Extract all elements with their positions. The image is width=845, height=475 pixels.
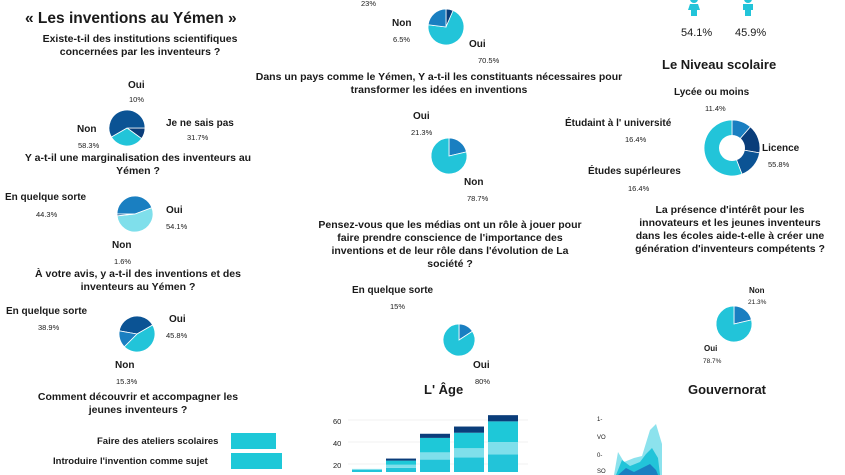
age-bar-2-seg-2 <box>420 438 450 452</box>
q1-pie <box>109 110 145 146</box>
q1-pct-oui: 10% <box>129 95 145 104</box>
age-bar-1-seg-2 <box>386 461 416 465</box>
q5-pct-oui: 70.5% <box>478 56 500 65</box>
q6-label-oui: Oui <box>413 111 430 122</box>
q8-label-oui: Oui <box>704 344 718 353</box>
age-bar-4-seg-2 <box>488 421 518 442</box>
q2-label-oui: Oui <box>166 205 183 216</box>
q3-label-eqs: En quelque sorte <box>6 306 88 317</box>
q2-question: Y a-t-il une marginalisation des inventeurs au Yémen ? <box>24 152 252 177</box>
age-bar-1-seg-3 <box>386 459 416 461</box>
age-bar-1-seg-1 <box>386 465 416 468</box>
q6-question: Dans un pays comme le Yémen, Y a-t-il les constituants nécessaires pour transformer les idées en inventions <box>255 71 623 96</box>
q5-pie <box>428 9 464 45</box>
q8-pie <box>716 306 752 342</box>
q1-pct-non: 58.3% <box>78 141 100 150</box>
gov-tick-2: VO <box>597 435 606 441</box>
age-bar-3-seg-2 <box>454 433 484 449</box>
age-bar-4-seg-0 <box>488 454 518 472</box>
q6-pct-oui: 21.3% <box>411 128 433 137</box>
q2-pct-non: 1.6% <box>114 257 132 266</box>
edu-pct-lycee: 11.4% <box>705 104 726 113</box>
q3-label-oui: Oui <box>169 314 186 325</box>
q5-slice-2 <box>428 9 446 27</box>
q1-label-non: Non <box>77 124 97 135</box>
q3-label-non: Non <box>115 360 135 371</box>
age-bar-4-seg-3 <box>488 415 518 421</box>
q3-pie <box>119 316 155 352</box>
q6-pie <box>431 138 467 174</box>
page-title: « Les inventions au Yémen » <box>25 10 237 27</box>
q8-label-non: Non <box>749 286 765 295</box>
q3-pct-eqs: 38.9% <box>38 323 60 332</box>
q7-label-eqs: En quelque sorte <box>352 285 434 296</box>
q5-label-oui: Oui <box>469 39 486 50</box>
age-bar-3-seg-0 <box>454 458 484 472</box>
edu-label-lycee: Lycée ou moins <box>674 87 750 98</box>
age-bar-2-seg-3 <box>420 434 450 438</box>
gov-tick-1: 1- <box>597 417 603 423</box>
q3-pct-oui: 45.8% <box>166 331 188 340</box>
q4-item-1: Faire des ateliers scolaires <box>97 436 219 447</box>
q4-question: Comment découvrir et accompagner les jeunes inventeurs ? <box>37 391 239 416</box>
edu-label-licence: Licence <box>762 143 800 154</box>
q4-bar-1 <box>231 433 276 449</box>
education-donut <box>704 120 760 176</box>
age-bar-4-seg-1 <box>488 442 518 454</box>
male-figure-icon <box>740 0 756 16</box>
age-ytick-60: 60 <box>333 417 342 426</box>
gov-tick-3: 0- <box>597 453 603 459</box>
q5-label-non: Non <box>392 18 412 29</box>
q3-pct-non: 15.3% <box>116 377 138 386</box>
gov-tick-4: SO <box>597 469 606 475</box>
edu-pct-sup: 16.4% <box>628 184 650 193</box>
age-bar-3-seg-1 <box>454 448 484 457</box>
governorate-area-chart <box>612 418 672 475</box>
age-bar-0-seg-1 <box>352 469 382 470</box>
age-bar-1-seg-0 <box>386 468 416 472</box>
q7-pct-oui: 80% <box>475 377 491 386</box>
q7-pie <box>443 324 475 356</box>
q5-pct-non: 6.5% <box>393 35 411 44</box>
q8-pct-oui: 78.7% <box>703 358 722 365</box>
age-bar-0-seg-0 <box>352 470 382 472</box>
age-ytick-20: 20 <box>333 461 342 470</box>
governorate-title: Gouvernorat <box>688 382 767 397</box>
q1-pct-jsp: 31.7% <box>187 133 209 142</box>
q1-label-oui: Oui <box>128 80 145 91</box>
edu-label-etud: Étudaint à l' université <box>565 118 672 129</box>
gender-value-2: 45.9% <box>735 27 767 39</box>
age-bar-2-seg-0 <box>420 460 450 472</box>
q7-pct-eqs: 15% <box>390 302 406 311</box>
q2-pct-eqs: 44.3% <box>36 210 58 219</box>
q6-label-non: Non <box>464 177 484 188</box>
q4-item-2: Introduire l'invention comme sujet <box>53 456 208 467</box>
q1-question: Existe-t-il des institutions scientifiques concernées par les inventeurs ? <box>42 33 238 58</box>
q2-label-eqs: En quelque sorte <box>5 192 87 203</box>
q2-pie <box>117 196 153 232</box>
q4-bar-2 <box>231 453 282 469</box>
edu-pct-licence: 55.8% <box>768 160 790 169</box>
q3-question: À votre avis, y a-t-il des inventions et des inventeurs au Yémen ? <box>35 268 241 293</box>
q7-label-oui: Oui <box>473 360 490 371</box>
education-hole <box>719 135 745 161</box>
top-percent: 23% <box>361 0 377 8</box>
q2-pct-oui: 54.1% <box>166 222 188 231</box>
q8-pct-non: 21.3% <box>748 299 767 306</box>
age-chart <box>348 410 528 475</box>
edu-label-sup: Études supérleures <box>588 166 681 177</box>
q7-question: Pensez-vous que les médias ont un rôle à jouer pour faire prendre conscience de l'importance des inventions et de leur rôle dans l'évolution de La société ? <box>318 219 582 270</box>
age-bar-2-seg-1 <box>420 452 450 459</box>
gender-value-1: 54.1% <box>681 27 713 39</box>
q6-pct-non: 78.7% <box>467 194 489 203</box>
q2-label-non: Non <box>112 240 132 251</box>
female-figure-icon <box>686 0 702 16</box>
age-chart-title: L' Âge <box>424 382 464 397</box>
education-title: Le Niveau scolaire <box>662 57 777 72</box>
edu-pct-etud: 16.4% <box>625 135 647 144</box>
age-bar-3-seg-3 <box>454 427 484 433</box>
age-ytick-40: 40 <box>333 439 342 448</box>
q8-question: La présence d'intérêt pour les innovateurs et les jeunes inventeurs dans les écoles aide-t-elle à créer une génération d'inventeurs compétents ? <box>635 204 825 255</box>
q1-label-jsp: Je ne sais pas <box>166 118 234 129</box>
